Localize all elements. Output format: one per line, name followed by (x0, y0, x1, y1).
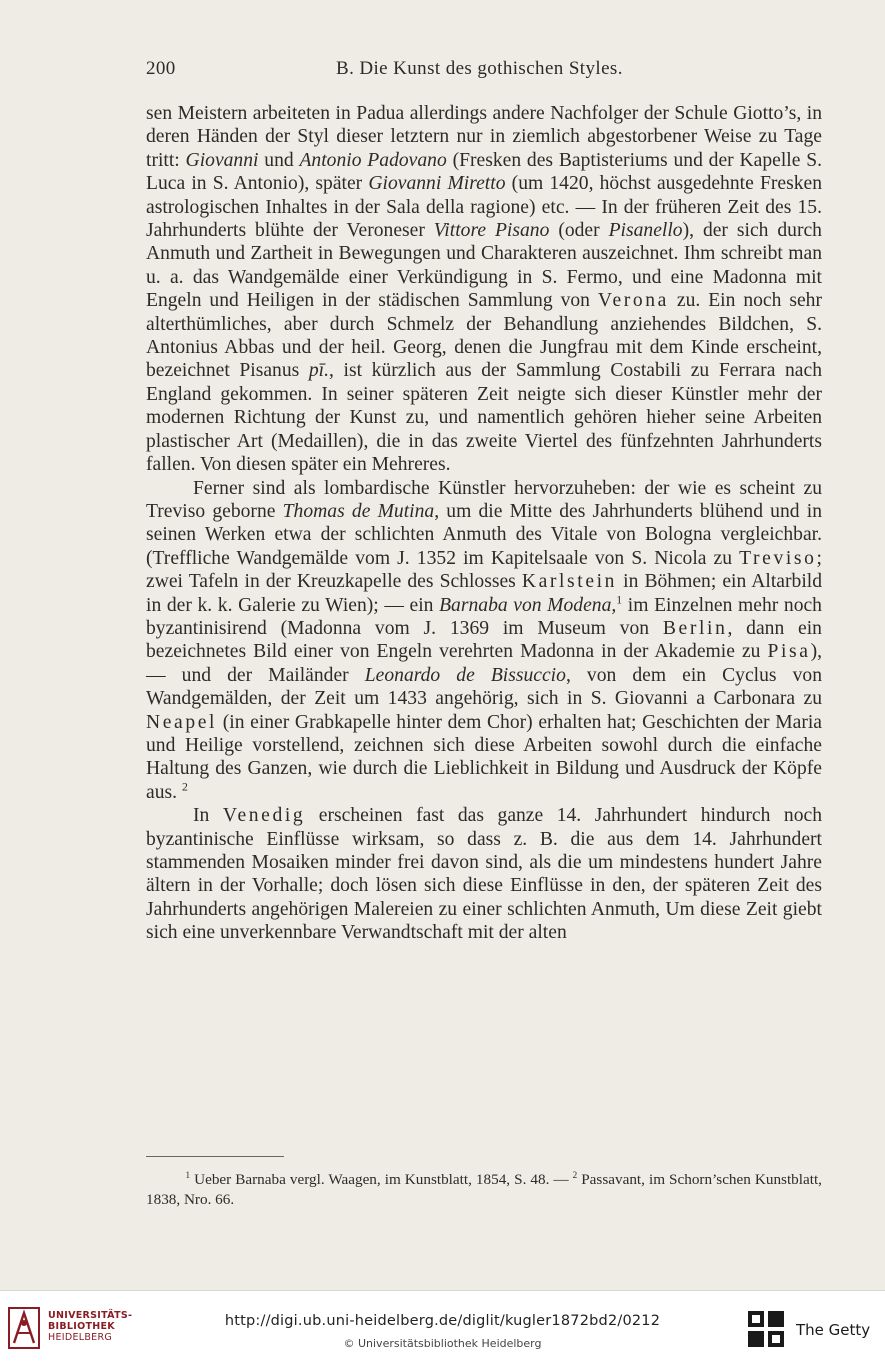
library-name-line: UNIVERSITÄTS- (48, 1310, 133, 1321)
permalink[interactable]: http://digi.ub.uni-heidelberg.de/diglit/kugler1872bd2/0212 (224, 1313, 661, 1329)
sponsor-name[interactable]: The Getty (796, 1321, 871, 1339)
text-run: , dann ein bezeichnetes Bild einer von Engeln verehrten Madonna in der Akademie zu (146, 617, 822, 663)
text-run: ), der sich durch Anmuth und Zartheit in Bewegungen und Charakteren auszeichnet. Ihm schreibt man u. a. das Wandgemälde einer Verkündigung in S. Fermo, und eine Madonna mit Engeln und Heiligen in der städischen Sammlung von (146, 220, 822, 312)
text-run: Ferner sind als lombardische Künstler hervorzuheben: der wie es scheint zu Treviso geborne (146, 477, 822, 522)
text-run: (um 1420, höchst ausgedehnte Fresken astrologischen Inhaltes in der Sala della ragione) etc. — In der früheren Zeit des 15. Jahrhunderts blühte der Veroneser (146, 173, 822, 242)
page-number: 200 (146, 58, 176, 79)
signature-abbrev: pī. (308, 360, 330, 382)
paragraph-2 (146, 477, 822, 805)
text-run: , ist kürzlich aus der Sammlung Costabili zu Ferrara nach England gekommen. In seiner späteren Zeit neigte sich dieser Künstler mehr der modernen Richtung der Kunst zu, und namentlich gehören hieher seine Arbeiten plastischer Art (Medaillen), die in das zweite Viertel des fünfzehnten Jahrhunderts fallen. Von diesen später ein Mehreres. (146, 360, 822, 476)
spaced-place-name: Pisa (767, 641, 811, 663)
spaced-place-name: Venedig (222, 805, 306, 827)
footnote (146, 1170, 822, 1210)
body-text (146, 102, 822, 945)
artist-name: Vittore Pisano (433, 220, 550, 242)
artist-name: Antonio Padovano (299, 149, 447, 171)
text-run: in Böhmen; ein Altarbild in der k. k. Galerie zu Wien); — ein (146, 571, 822, 616)
text-run: ), — und der Mailänder (146, 641, 822, 686)
footnote-number: 1 (185, 1169, 191, 1180)
running-title: B. Die Kunst des gothischen Styles. (336, 58, 623, 79)
footnote-divider (146, 1156, 284, 1157)
artist-name: Leonardo de Bissuccio (364, 664, 566, 686)
footnote-ref: 2 (181, 780, 188, 794)
spaced-place-name: Verona (597, 290, 669, 312)
copyright-notice: © Universitätsbibliothek Heidelberg (343, 1337, 542, 1350)
spaced-place-name: Treviso (739, 547, 817, 569)
footnote-text: Passavant, im Schorn’schen Kunstblatt, 1838, Nro. 66. (146, 1171, 822, 1208)
text-run: ; zwei Tafeln in der Kreuzkapelle des Schlosses (146, 547, 822, 593)
viewer-footer (0, 1290, 885, 1364)
footnote-number: 2 (572, 1169, 578, 1180)
spaced-place-name: Karlstein (521, 571, 618, 593)
text-run: In (193, 805, 210, 827)
artist-name: Thomas de Mutina (282, 500, 435, 522)
text-run: , um die Mitte des Jahrhunderts blühend und in seinen Werken etwa der schlichten Anmuth des Vitale von Bologna vergleichbar. (Treffliche Wandgemälde vom J. 1352 im Kapitelsaale von S. Nicola zu (146, 500, 822, 569)
artist-name: Barnaba von Modena, (439, 594, 617, 616)
footnote-ref: 1 (616, 593, 623, 606)
text-run: sen Meistern arbeiteten in Padua allerdings andere Nachfolger der Schule Giotto’s, in deren Händen der Styl dieser letztern nur in ziemlich abgestorbener Weise zu Tage tritt: (146, 103, 822, 171)
artist-name: Giovanni (185, 149, 259, 171)
text-run: (oder (549, 220, 609, 242)
text-run: im Einzelnen mehr noch byzantinisirend (Madonna vom J. 1369 im Museum von (146, 594, 822, 639)
text-run: , von dem ein Cyclus von Wandgemälden, der Zeit um 1433 angehörig, sich in S. Giovanni a Carbonara zu (146, 664, 822, 710)
footnotes (146, 1170, 822, 1210)
paragraph-1 (146, 102, 822, 477)
artist-name: Giovanni Miretto (368, 173, 506, 195)
artist-name: Pisanello (608, 220, 683, 242)
text-run: und (258, 149, 300, 171)
paragraph-3 (146, 804, 822, 944)
spaced-place-name: Neapel (146, 711, 218, 733)
footnote-text: Ueber Barnaba vergl. Waagen, im Kunstblatt, 1854, S. 48. — (190, 1171, 573, 1188)
library-name-line: BIBLIOTHEK (48, 1321, 115, 1332)
library-name-line: HEIDELBERG (48, 1332, 113, 1343)
getty-logo-icon[interactable] (746, 1309, 786, 1349)
text-run: (in einer Grabkapelle hinter dem Chor) erhalten hat; Geschichten der Maria und Heilige vorstellend, zeichnen sich diese Arbeiten sowohl durch die einfache Haltung des Ganzen, wie durch die Lieblichkeit in Bildung und Ausdruck der Köpfe aus. (146, 711, 822, 803)
text-run: zu. Ein noch sehr alterthümliches, aber durch Schmelz der Behandlung anziehendes Bildchen, S. Antonius Abbas und der heil. Georg, denen die Jungfrau mit dem Kinde erscheint, bezeichnet Pisanus (146, 290, 822, 382)
text-run: erscheinen fast das ganze 14. Jahrhundert hindurch noch byzantinische Einflüsse wirksam, so dass z. B. die aus dem 14. Jahrhundert stammenden Mosaiken minder frei davon sind, als die um mindestens hundert Jahre ältern in der Vorhalle; doch lösen sich diese Einflüsse in den, der späteren Zeit des Jahrhunderts angehörigen Malereien zu einer schlichten Anmuth, Um diese Zeit giebt sich eine unverkennbare Verwandtschaft mit der alten (146, 805, 822, 944)
spaced-place-name: Berlin (662, 617, 728, 639)
text-run: (Fresken des Baptisteriums und der Kapelle S. Luca in S. Antonio), später (146, 149, 823, 195)
